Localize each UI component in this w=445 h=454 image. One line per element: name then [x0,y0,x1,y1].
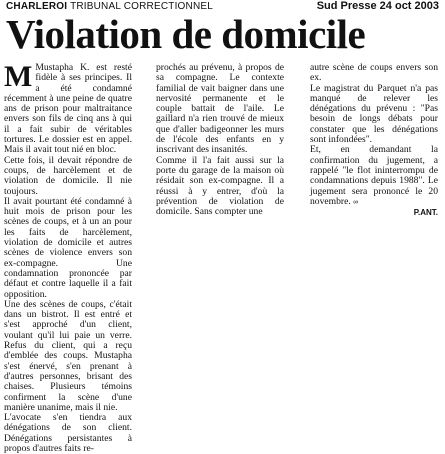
end-mark: ∞ [353,198,359,206]
source-date: Sud Presse 24 oct 2003 [316,0,439,12]
paragraph-text: Et, en demandant la confirmation du jugement, a rappelé "le flot ininterrompu de condamnations depuis 1988". Le jugement sera prononcé le 20 novembre. [310,144,438,207]
paragraph: Il avait pourtant été condamné à huit mois de prison pour les scènes de coups, et à un an pour les faits de harcèlement, violation de domicile et autres scènes de violence envers son ex-compagne. Une condamnation prononcée par défaut et contre laquelle il a fait opposition. [4,195,132,300]
paragraph [310,145,438,208]
drop-cap: M [4,60,33,93]
paragraph: Comme il l'a fait aussi sur la porte du garage de la maison où résidait son ex-compagne. Il a réussi à y entrer, d'où la prévention de violation de domicile. Sans compter une [156,154,284,218]
paragraph [4,60,132,156]
author-signature: P.ANT. [413,208,438,218]
article-column-1 [4,60,132,454]
paragraph: Une des scènes de coups, c'était dans un bistrot. Il est entré et s'est approché d'un client, voulant qu'il lui paie un verre. Refus du client, qui a reçu d'emblée des coups. Mustapha s'est énervé, s'en prenant à d'autres personnes, brisant des chaises. Plusieurs témoins confirment la scène d'une manière unanime, mais il nie. [4,298,132,413]
court-name: TRIBUNAL CORRECTIONNEL [70,1,213,12]
paragraph: L'avocate s'en tiendra aux dénégations de son client. Dénégations persistantes à propos d'autres faits re- [4,412,132,454]
paragraph: Le magistrat du Parquet n'a pas manqué de relever les dénégations du prévenu : "Pas besoin de longs débats pour constater que les dénégations sont infondées". [310,82,438,146]
section-name: CHARLEROI [6,1,68,12]
paragraph: autre scène de coups envers son ex. [310,62,438,84]
paragraph: prochés au prévenu, à propos de sa compagne. Le contexte familial de vait baigner dans une nervosité permanente et le couple battait de l'aile. Le gaillard n'a rien trouvé de mieux que d'aller badigeonner les murs de l'école des enfants en y inscrivant des insanités. [156,62,284,156]
paragraph: Cette fois, il devait répondre de coups, de harcèlement et de violation de domicile. Il nie toujours. [4,154,132,197]
article-column-3 [310,63,438,397]
article-column-2 [156,63,284,397]
headline: Violation de domicile [6,11,366,57]
paragraph-text: Mustapha K. est resté fidèle à ses principes. Il a été condamné récemment à une peine de quatre ans de prison pour maltraitance envers son fils de cinq ans à qui il a fait subir de véritables tortures. Le dossier est en appel. Mais il avait tout nié en bloc. [4,62,132,156]
